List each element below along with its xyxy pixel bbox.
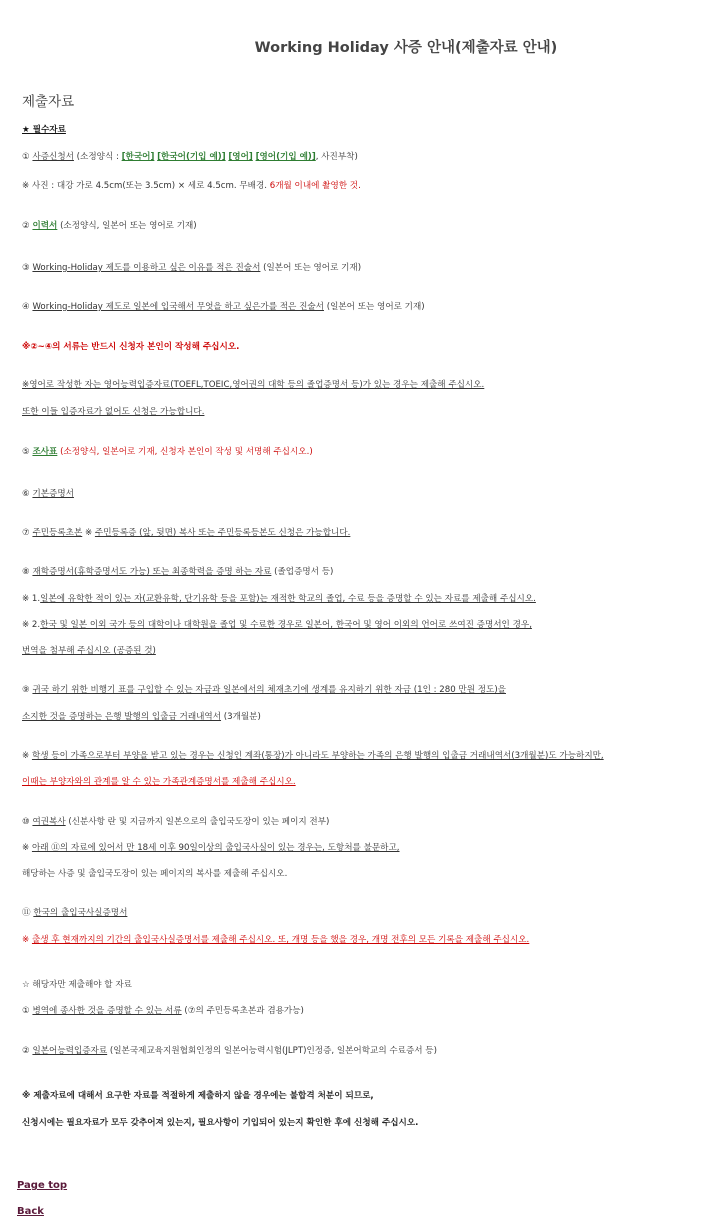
section-heading: 제출자료 [22, 94, 75, 110]
item-8 [22, 566, 333, 578]
item-8-note-1 [22, 593, 536, 605]
photo-note [22, 180, 361, 192]
item-4 [22, 301, 425, 313]
item-text: , 사진부착) [315, 152, 358, 162]
item-2 [22, 220, 197, 232]
item-text: (소정양식, 일본어 또는 영어로 기재) [57, 221, 197, 231]
item-number: ⑥ [22, 489, 33, 499]
item-text: (소정양식, 일본어로 기재, 신청자 본인이 작성 및 서명해 주십시오.) [57, 447, 313, 457]
link-korean-example[interactable]: [한국어(기입 예)] [157, 152, 226, 162]
item-text: (소정양식 : [73, 152, 122, 162]
item-number: ① [22, 1006, 33, 1016]
page-title: Working Holiday 사증 안내(제출자료 안내) [254, 40, 558, 56]
item-label: 귀국 하기 위한 비행기 표를 구입할 수 있는 자금과 일본에서의 체재초기에 생계를 유지하기 위한 자금 (1인 : 280 만원 정도)을 [32, 685, 506, 695]
item-number: ② [22, 1046, 33, 1056]
item-text: (일본어 또는 영어로 기재) [323, 302, 425, 312]
item-number: ③ [22, 263, 33, 273]
link-resume[interactable]: 이력서 [32, 221, 58, 231]
item-label: 재학증명서(휴학증명서도 가능) 또는 최종학력을 증명 하는 자료 [32, 567, 272, 577]
item-11-note [22, 934, 529, 946]
note-text: 출생 후 현재까지의 기간의 출입국사실증명서를 제출해 주십시오. 또, 개명 등을 했을 경우, 개명 전후의 모든 기록을 제출해 주십시오. [31, 935, 530, 945]
item-label: 병역에 종사한 것을 증명할 수 있는 서류 [32, 1006, 182, 1016]
note-prefix: ※ [22, 843, 32, 853]
item-9 [22, 684, 506, 696]
item-label: Working-Holiday 제도를 이용하고 싶은 이유를 적은 진술서 [32, 263, 261, 273]
item-10-note [22, 842, 400, 854]
note-prefix: ※ [22, 751, 32, 761]
conditional-heading: ☆ 해당자만 제출해야 할 자료 [22, 980, 132, 990]
required-heading: ★ 필수자료 [22, 125, 66, 135]
english-note-2: 또한 이들 입증자료가 없어도 신청은 가능합니다. [22, 407, 205, 417]
item-number: ⑪ [22, 908, 34, 918]
item-8-note-2 [22, 619, 532, 631]
note-text: 학생 등이 가족으로부터 부양을 받고 있는 경우는 신청인 계좌(통장)가 아니라도 부양하는 가족의 은행 발행의 입출금 거래내역서(3개월분)도 가능하지만, [31, 751, 604, 761]
item-9-note [22, 750, 604, 762]
note-prefix: ※ 2. [22, 620, 41, 630]
link-english-form[interactable]: [영어] [228, 152, 253, 162]
item-9-note-cont: 이때는 부양자와의 관계를 알 수 있는 가족관계증명서를 제출해 주십시오. [22, 777, 296, 787]
final-note-2: 신청시에는 필요자료가 모두 갖추어져 있는지, 필요사항이 기입되어 있는지 확인한 후에 신청해 주십시오. [22, 1118, 419, 1128]
cond-item-2 [22, 1045, 437, 1057]
item-label: 일본어능력입증자료 [32, 1046, 108, 1056]
link-korean-form[interactable]: [한국어] [121, 152, 155, 162]
final-note-1: ※ 제출자료에 대해서 요구한 자료를 적절하게 제출하지 않을 경우에는 불합격 처분이 되므로, [22, 1091, 374, 1101]
item-text: (일본어 또는 영어로 기재) [260, 263, 362, 273]
item-number: ⑨ [22, 685, 33, 695]
item-7 [22, 527, 350, 539]
item-label: 기본증명서 [32, 489, 74, 499]
item-10-note-cont: 해당하는 사증 및 출입국도장이 있는 페이지의 복사를 제출해 주십시오. [22, 869, 288, 879]
item-number: ① [22, 152, 33, 162]
note-text: ※ 사진 : 대강 가로 4.5cm(또는 3.5cm) × 세로 4.5cm. 무배경. [22, 181, 270, 191]
link-survey-form[interactable]: 조사표 [32, 447, 58, 457]
item-10 [22, 816, 329, 828]
item-6 [22, 488, 74, 500]
item-label: Working-Holiday 제도로 일본에 입국해서 무엇을 하고 싶은가를 적은 진술서 [32, 302, 324, 312]
item-note: 주민등록증 (앞, 뒷면) 복사 또는 주민등록등본도 신청은 가능합니다. [94, 528, 351, 538]
item-9-cont [22, 711, 261, 723]
item-1 [22, 151, 358, 163]
note-text: 아래 ⑪의 자료에 있어서 만 18세 이후 90일이상의 출입국사실이 있는 경우는, 도항처를 불문하고, [31, 843, 400, 853]
note-prefix: ※ 1. [22, 594, 41, 604]
page-top-link[interactable]: Page top [17, 1180, 68, 1191]
item-number: ④ [22, 302, 33, 312]
visa-application-label: 사증신청서 [32, 152, 74, 162]
item-text: ※ [82, 528, 95, 538]
note-items-2-4: ※②~④의 서류는 반드시 신청자 본인이 작성해 주십시오. [22, 342, 240, 352]
cond-item-1 [22, 1005, 304, 1017]
note-warning: 6개월 이내에 촬영한 것. [269, 181, 361, 191]
item-label: 주민등록초본 [32, 528, 83, 538]
item-text: (신분사항 란 및 지금까지 일본으로의 출입국도장이 있는 페이지 전부) [65, 817, 330, 827]
item-number: ⑤ [22, 447, 33, 457]
item-number: ⑧ [22, 567, 33, 577]
english-note-1: ※영어로 작성한 자는 영어능력입증자료(TOEFL,TOEIC,영어권의 대학 등의 졸업증명서 등)가 있는 경우는 제출해 주십시오. [22, 380, 485, 390]
back-link[interactable]: Back [17, 1206, 44, 1217]
item-text: (일본국제교육지원협회인정의 일본어능력시험(JLPT)인정증, 일본어학교의 수료증서 등) [107, 1046, 437, 1056]
item-5 [22, 446, 313, 458]
item-text: (3개월분) [221, 712, 261, 722]
item-11 [22, 907, 127, 919]
note-prefix: ※ [22, 935, 32, 945]
item-3 [22, 262, 361, 274]
item-number: ② [22, 221, 33, 231]
item-label: 한국의 출입국사실증명서 [33, 908, 128, 918]
item-number: ⑦ [22, 528, 33, 538]
item-text: (⑦의 주민등록초본과 겸용가능) [181, 1006, 304, 1016]
item-number: ⑩ [22, 817, 33, 827]
item-label: 소지한 것을 증명하는 은행 발행의 입출금 거래내역서 [22, 712, 222, 722]
note-text: 일본에 유학한 적이 있는 자(교환유학, 단기유학 등을 포함)는 재적한 학교의 졸업, 수료 등을 증명할 수 있는 자료를 제출해 주십시오. [40, 594, 536, 604]
item-text: (졸업증명서 등) [271, 567, 334, 577]
item-label: 여권복사 [32, 817, 66, 827]
link-english-example[interactable]: [영어(기입 예)] [255, 152, 316, 162]
item-8-note-2-cont: 번역을 첨부해 주십시오 (공증된 것) [22, 646, 156, 656]
note-text: 한국 및 일본 이외 국가 등의 대학이나 대학원을 졸업 및 수료한 경우로 일본어, 한국어 및 영어 이외의 언어로 쓰여진 증명서인 경우, [40, 620, 532, 630]
